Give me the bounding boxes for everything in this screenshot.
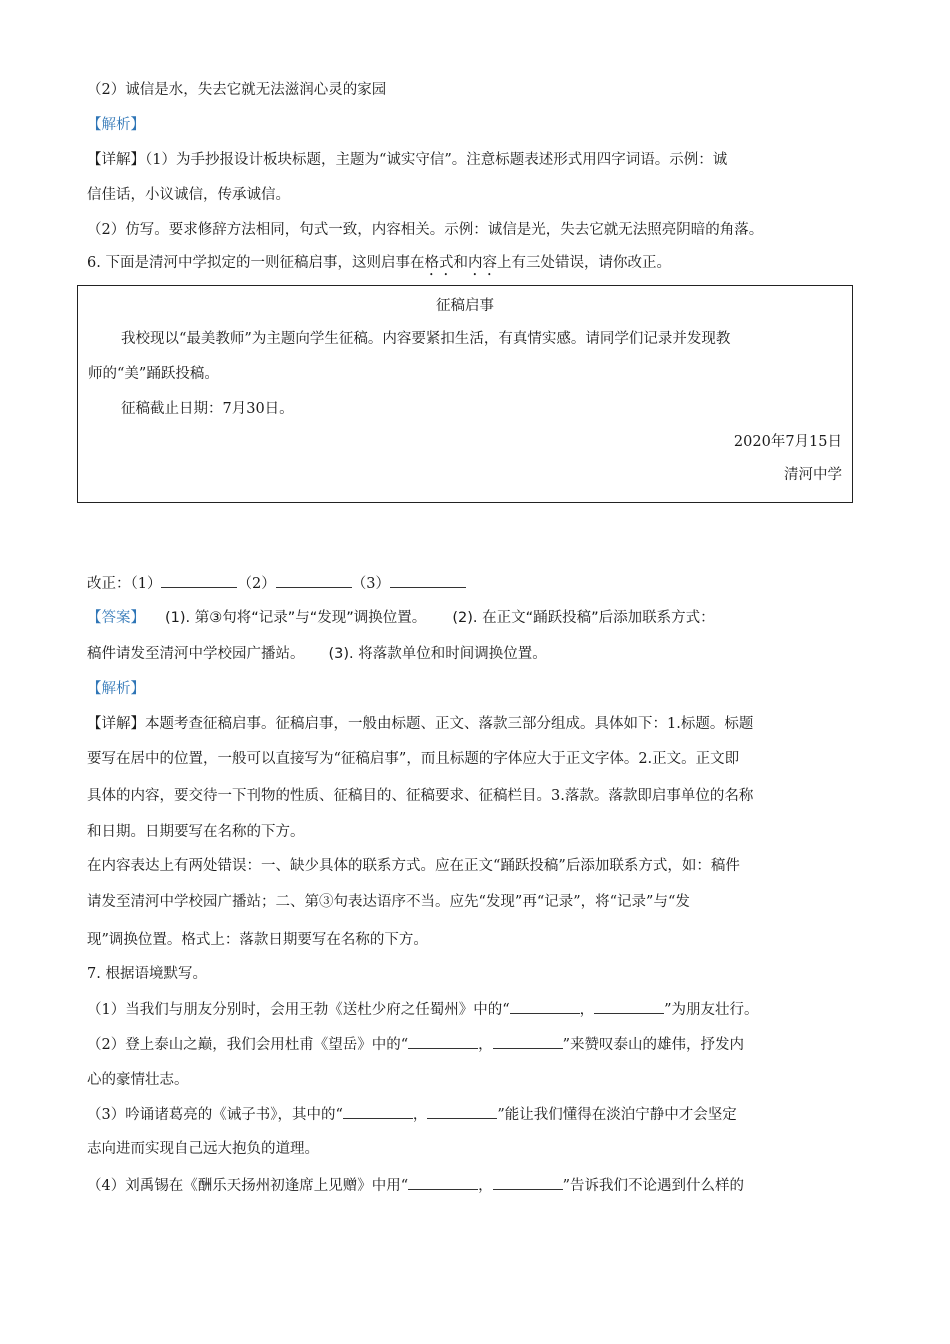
q7-item-2: [87, 1034, 867, 1055]
blank-label: （3）: [351, 576, 390, 592]
notice-org: 清河中学: [784, 467, 842, 483]
q7-item-1: [87, 999, 867, 1020]
dictation-blank[interactable]: [408, 1175, 478, 1190]
q7-text: （1）当我们与朋友分别时，会用王勃《送杜少府之任蜀州》中的“: [87, 1002, 510, 1018]
q7-stem: 7. 根据语境默写。: [87, 966, 207, 982]
q6-detail-line: 和日期。日期要写在名称的下方。: [87, 824, 305, 840]
notice-date: 2020年7月15日: [733, 434, 842, 450]
q7-item-3: [87, 1104, 867, 1125]
q6-stem-text: 和: [453, 255, 468, 271]
notice-body-line: 师的“美”踊跃投稿。: [88, 366, 219, 382]
q5-detail-line: 信佳话，小议诚信，传承诚信。: [87, 187, 290, 203]
q7-text: ”能让我们懂得在淡泊宁静中才会坚定: [497, 1107, 737, 1123]
q7-comma: ，: [478, 1178, 493, 1194]
notice-box: [77, 285, 853, 503]
q6-detail-line: 要写在居中的位置，一般可以直接写为“征稿启事”，而且标题的字体应大于正文字体。2.正文。正文即: [87, 751, 740, 767]
answer-item-2: (2). 在正文“踊跃投稿”后添加联系方式：: [452, 610, 715, 626]
q6-correction-line: [87, 573, 867, 594]
q6-detail-line: 现”调换位置。格式上：落款日期要写在名称的下方。: [87, 932, 428, 948]
q7-comma: ，: [579, 1002, 595, 1018]
dictation-blank[interactable]: [493, 1034, 563, 1049]
dictation-blank[interactable]: [510, 999, 580, 1014]
q6-stem: [87, 253, 867, 279]
dictation-blank[interactable]: [493, 1175, 563, 1190]
q5-detail-line: 【详解】（1）为手抄报设计板块标题，主题为“诚实守信”。注意标题表述形式用四字词语。示例：诚: [87, 152, 728, 168]
answer-blank-1[interactable]: [161, 573, 237, 588]
q6-stem-text: 上有三处错误，请你改正。: [496, 255, 671, 271]
q6-detail-line: 具体的内容，要交待一下刊物的性质、征稿目的、征稿要求、征稿栏目。3.落款。落款即启事单位的名称: [87, 788, 754, 804]
q7-text: ”为朋友壮行。: [664, 1002, 759, 1018]
q7-item-4: [87, 1175, 867, 1196]
dictation-blank[interactable]: [408, 1034, 478, 1049]
blank-label: （1）: [130, 576, 162, 592]
q7-text: ”告诉我们不论遇到什么样的: [562, 1178, 745, 1194]
answer-tag: 【答案】: [87, 610, 145, 626]
notice-title: 征稿启事: [436, 298, 494, 314]
answer-blank-2[interactable]: [276, 573, 352, 588]
q7-text: （3）吟诵诸葛亮的《诫子书》，其中的“: [87, 1107, 343, 1123]
correction-label: 改正：: [87, 576, 131, 592]
q7-text: （4）刘禹锡在《酬乐天扬州初逢席上见赠》中用“: [87, 1178, 409, 1194]
notice-body-line: 我校现以“最美教师”为主题向学生征稿。内容要紧扣生活，有真情实感。请同学们记录并发现教: [121, 331, 731, 347]
q6-emphasis-format: 格式: [424, 255, 454, 271]
q7-text: （2）登上泰山之巅，我们会用杜甫《望岳》中的“: [87, 1037, 409, 1053]
q7-item-2-cont: 心的豪情壮志。: [87, 1072, 189, 1088]
q5-analysis-tag: 【解析】: [87, 117, 145, 133]
q6-detail-line: 请发至清河中学校园广播站；二、第③句表达语序不当。应先“发现”再“记录”，将“记录”与“发: [87, 894, 690, 910]
q6-answer-line: [87, 608, 867, 628]
q5-detail-line: （2）仿写。要求修辞方法相同，句式一致，内容相关。示例：诚信是光，失去它就无法照亮阴暗的角落。: [87, 222, 764, 238]
q6-detail-line: 【详解】本题考查征稿启事。征稿启事，一般由标题、正文、落款三部分组成。具体如下：1.标题。标题: [87, 716, 754, 732]
q6-emphasis-content: 内容: [467, 255, 497, 271]
answer-blank-3[interactable]: [390, 573, 466, 588]
blank-label: （2）: [237, 576, 276, 592]
q5-answer-2: （2）诚信是水，失去它就无法滋润心灵的家园: [87, 82, 387, 98]
q6-detail-line: 在内容表达上有两处错误：一、缺少具体的联系方式。应在正文“踊跃投稿”后添加联系方式，如：稿件: [87, 858, 740, 874]
answer-item-3: (3). 将落款单位和时间调换位置。: [328, 646, 547, 662]
q6-analysis-tag: 【解析】: [87, 681, 145, 697]
dictation-blank[interactable]: [343, 1104, 413, 1119]
q7-item-3-cont: 志向进而实现自己远大抱负的道理。: [87, 1141, 319, 1157]
notice-deadline: 征稿截止日期：7月30日。: [121, 401, 294, 417]
answer-item-2-cont: 稿件请发至清河中学校园广播站。: [87, 646, 305, 662]
dictation-blank[interactable]: [594, 999, 664, 1014]
q7-text: ”来赞叹泰山的雄伟，抒发内: [562, 1037, 745, 1053]
q7-comma: ，: [412, 1107, 428, 1123]
dictation-blank[interactable]: [427, 1104, 497, 1119]
q7-comma: ，: [478, 1037, 493, 1053]
q6-stem-text: 6. 下面是清河中学拟定的一则征稿启事，这则启事在: [87, 255, 425, 271]
answer-item-1: (1). 第③句将“记录”与“发现”调换位置。: [165, 610, 427, 626]
q6-answer-line: [87, 644, 867, 664]
